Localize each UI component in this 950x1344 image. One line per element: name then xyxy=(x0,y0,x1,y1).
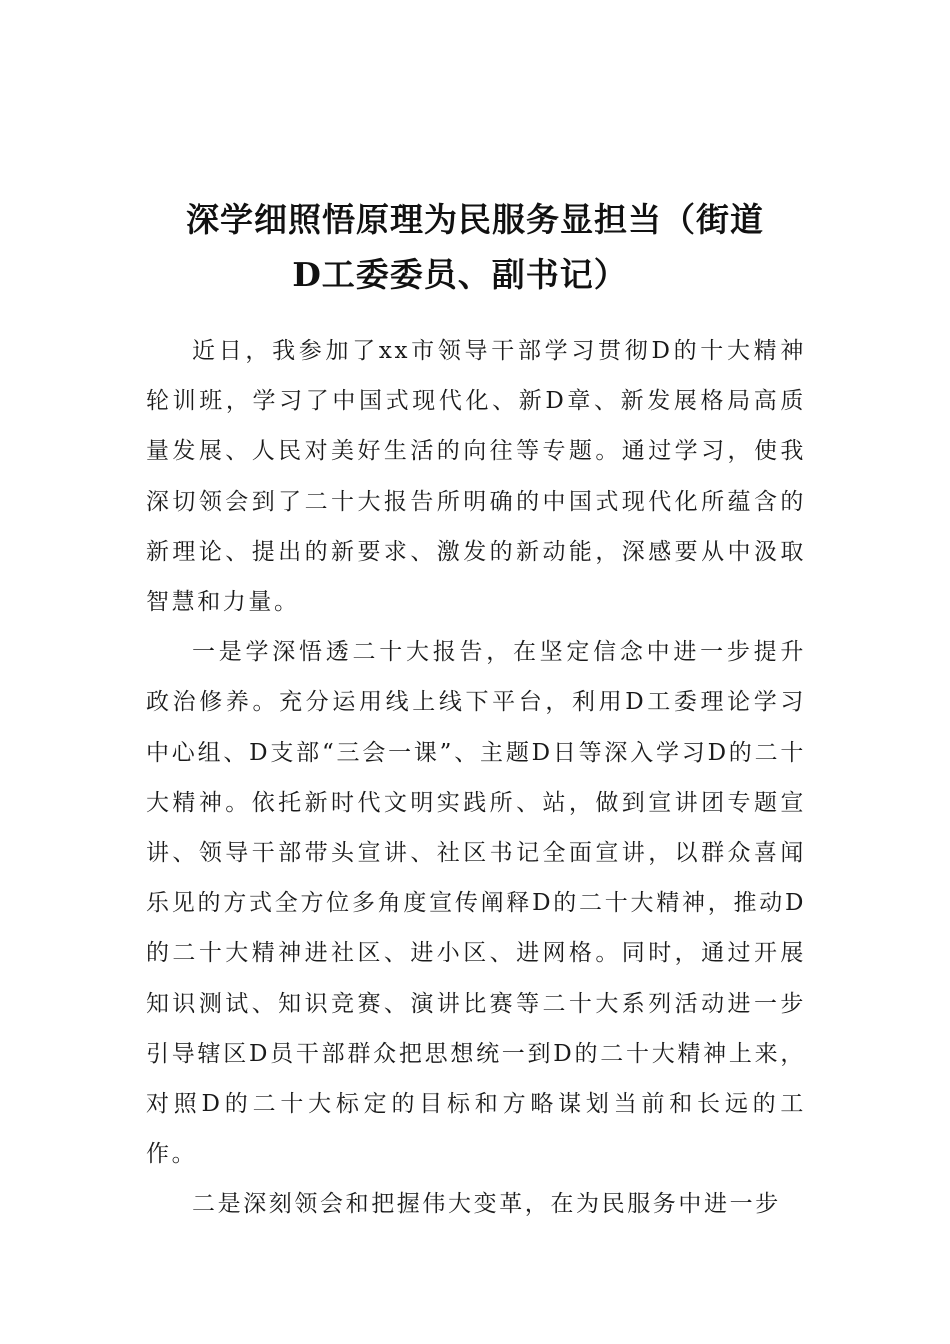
title-line-1: 深学细照悟原理为民服务显担当（街道 xyxy=(186,200,764,240)
paragraph-point-one: 一是学深悟透二十大报告，在坚定信念中进一步提升政治修养。充分运用线上线下平台，利用D工委理论学习中心组、D支部“三会一课”、主题D日等深入学习D的二十大精神。依托新时代文明实践所、站，做到宣讲团专题宣讲、领导干部带头宣讲、社区书记全面宣讲，以群众喜闻乐见的方式全方位多角度宣传阐释D的二十大精神，推动D的二十大精神进社区、进小区、进网格。同时，通过开展知识测试、知识竞赛、演讲比赛等二十大系列活动进一步引导辖区D员干部群众把思想统一到D的二十大精神上来，对照D的二十大标定的目标和方略谋划当前和长远的工作。 xyxy=(146,639,806,1168)
document-body xyxy=(146,326,806,1230)
title-line-2: D工委委员、副书记） xyxy=(292,255,628,295)
paragraph-intro: 近日，我参加了xx市领导干部学习贯彻D的十大精神轮训班，学习了中国式现代化、新D章、新发展格局高质量发展、人民对美好生活的向往等专题。通过学习，使我深切领会到了二十大报告所明确的中国式现代化所蕴含的新理论、提出的新要求、激发的新动能，深感要从中汲取智慧和力量。 xyxy=(146,338,806,616)
document-title xyxy=(140,192,810,302)
paragraph-point-two: 二是深刻领会和把握伟大变革，在为民服务中进一步 xyxy=(192,1191,781,1218)
